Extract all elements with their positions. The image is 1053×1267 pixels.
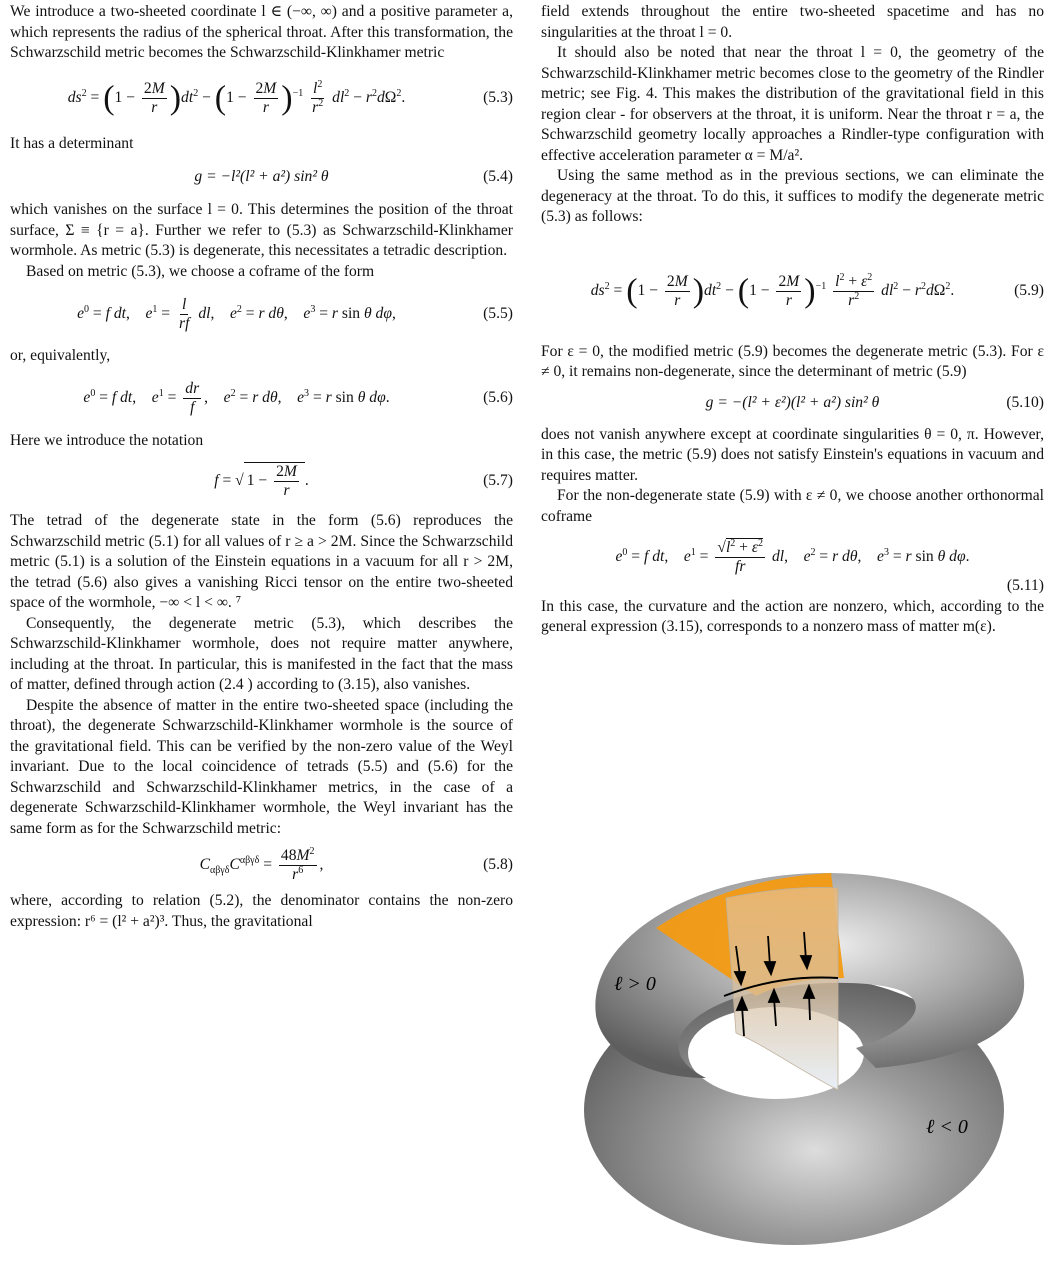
equation-body: g = −(l² + ε²)(l² + a²) sin² θ	[705, 394, 880, 412]
paragraph: We introduce a two-sheeted coordinate l ∈ (−∞, ∞) and a positive parameter a, which represents the radius of the spherical throat. After this transformation, the Schwarzschild metric becomes the Schwarzschild-Klinkhamer metric	[10, 3, 513, 61]
right-column	[541, 0, 1044, 638]
equation-number: (5.10)	[1006, 394, 1044, 412]
equation-number: (5.3)	[483, 89, 513, 107]
paragraph: where, according to relation (5.2), the denominator contains the non-zero expression: r⁶ = (l² + a²)³. Thus, the gravitational	[10, 892, 513, 930]
paragraph: The tetrad of the degenerate state in the form (5.6) reproduces the Schwarzschild metric (5.1) for all values of r ≥ a > 2M. Since the Schwarzschild metric (5.1) is a solution of the Einstein equations in a vacuum for all r > 2M, the tetrad (5.6) also gives a vanishing Ricci tensor on the entire two-sheeted space of the wormhole, −∞ < l < ∞. ⁷	[10, 512, 513, 611]
equation-body: $e^0 = f$ dt, $e^1$ = $\frac{l}{rf}$ dl, $e^2 = r$ dθ, $e^3 = r$ sin θ dφ,	[77, 295, 396, 332]
equation-number: (5.11)	[1006, 577, 1044, 594]
left-column	[10, 0, 513, 932]
equation-5-11	[541, 539, 1044, 597]
paragraph: which vanishes on the surface l = 0. This determines the position of the throat surface, Σ ≡ {r = a}. Further we refer to (5.3) as Schwarzschild-Klinkhamer wormhole. As metric (5.3) is degenerate, this necessitates a tetradic description.	[10, 201, 513, 259]
equation-body: $e^0 = f$ dt, $e^1$ = $\frac{dr}{f}$ , $e^2 = r$ dθ, $e^3 = r$ sin θ dφ.	[83, 380, 390, 416]
equation-number: (5.8)	[483, 855, 513, 873]
equation-number: (5.4)	[483, 167, 513, 185]
paragraph: Using the same method as in the previous sections, we can eliminate the degeneracy at the throat. To do this, it suffices to modify the degenerate metric (5.3) as follows:	[541, 167, 1044, 225]
equation-body: $C_{\alpha\beta\gamma\delta}C^{\alpha\beta\gamma\delta}$ = $\frac{48M^2}{r^6}$ ,	[199, 845, 324, 883]
paragraph: It has a determinant	[10, 134, 134, 152]
wormhole-figure	[576, 828, 1046, 1258]
equation-number: (5.9)	[1014, 282, 1044, 300]
equation-number: (5.6)	[483, 389, 513, 407]
paragraph: For the non-degenerate state (5.9) with ε ≠ 0, we choose another orthonormal coframe	[541, 487, 1045, 525]
paragraph: does not vanish anywhere except at coordinate singularities θ = 0, π. However, in this case, the metric (5.9) does not satisfy Einstein's equations in vacuum and requires matter.	[541, 425, 1044, 484]
equation-number: (5.5)	[483, 304, 513, 322]
equation-5-4	[10, 154, 513, 200]
equation-body: f = √ 1 − $\frac{2M}{r}$ .	[214, 463, 309, 499]
paragraph: or, equivalently,	[10, 347, 111, 364]
paragraph: Based on metric (5.3), we choose a coframe of the form	[26, 262, 375, 280]
paragraph: Consequently, the degenerate metric (5.3), which describes the Schwarzschild-Klinkhamer wormhole, does not require matter anywhere, including at the throat. In particular, this is manifested in the fact that the mass of matter, defined through action (2.4 ) according to (3.15), also vanishes.	[10, 614, 513, 693]
equation-5-5	[10, 282, 513, 346]
label-upper-sheet: ℓ > 0	[614, 973, 656, 995]
paragraph: field extends throughout the entire two-sheeted spacetime and has no singularities at the throat l = 0.	[541, 3, 1044, 41]
equation-5-9	[541, 242, 1044, 342]
equation-body: $ds^2 = (1$ − $\frac{2M}{r}$ )$dt^2 - (1$ − $\frac{2M}{r}$ )$^{-1}$ $\frac{l^2}{r^2}$ $dl^2 - r^2d\Omega^2$.	[67, 78, 406, 117]
equation-body: $e^0 = f$ dt, $e^1$ = $\frac{√l^2 + \varepsilon^2}{fr}$ dl, $e^2 = r$ dθ, $e^3 = r$ sin θ dφ.	[615, 537, 970, 575]
equation-5-3	[10, 64, 513, 134]
paragraph: For ε = 0, the modified metric (5.9) becomes the degenerate metric (5.3). For ε ≠ 0, it remains non-degenerate, since the determinant of metric (5.9)	[541, 342, 1044, 380]
equation-5-10	[541, 383, 1044, 425]
paragraph: It should also be noted that near the throat l = 0, the geometry of the Schwarzschild-Klinkhamer metric becomes close to the geometry of the Rindler metric; see Fig. 4. This makes the distribution of the gravitational field in this region clear - for observers at the throat, it is uniform. Near the throat r = a, the Schwarzschild geometry locally approaches a Rindler-type configuration with effective acceleration parameter α = M/a².	[541, 44, 1044, 164]
equation-number: (5.7)	[483, 471, 513, 489]
wormhole-illustration	[576, 828, 1046, 1258]
label-lower-sheet: ℓ < 0	[926, 1116, 968, 1138]
equation-5-6	[10, 367, 513, 431]
equation-5-8	[10, 839, 513, 891]
equation-body: $ds^2 = (1$ − $\frac{2M}{r}$ )$dt^2 - (1$ − $\frac{2M}{r}$ )$^{-1}$ $\frac{l^2 + \varepsilon^2}{r^2}$ $dl^2 - r^2d\Omega^2$.	[590, 271, 955, 310]
equation-body: g = −l²(l² + a²) sin² θ	[194, 167, 329, 185]
paragraph: In this case, the curvature and the action are nonzero, which, according to the general expression (3.15), corresponds to a nonzero mass of matter m(ε).	[541, 597, 1044, 635]
paragraph: Here we introduce the notation	[10, 431, 204, 449]
paragraph: Despite the absence of matter in the entire two-sheeted space (including the throat), the degenerate Schwarzschild-Klinkhamer wormhole is the source of the gravitational field. This can be verified by the non-zero value of the Weyl invariant. Due to the local coincidence of tetrads (5.5) and (5.6) for the Schwarzschild and Schwarzschild-Klinkhamer metrics, in the case of a degenerate Schwarzschild-Klinkhamer wormhole, the Weyl invariant has the same form as for the Schwarzschild metric:	[10, 696, 513, 837]
equation-5-7	[10, 451, 513, 511]
